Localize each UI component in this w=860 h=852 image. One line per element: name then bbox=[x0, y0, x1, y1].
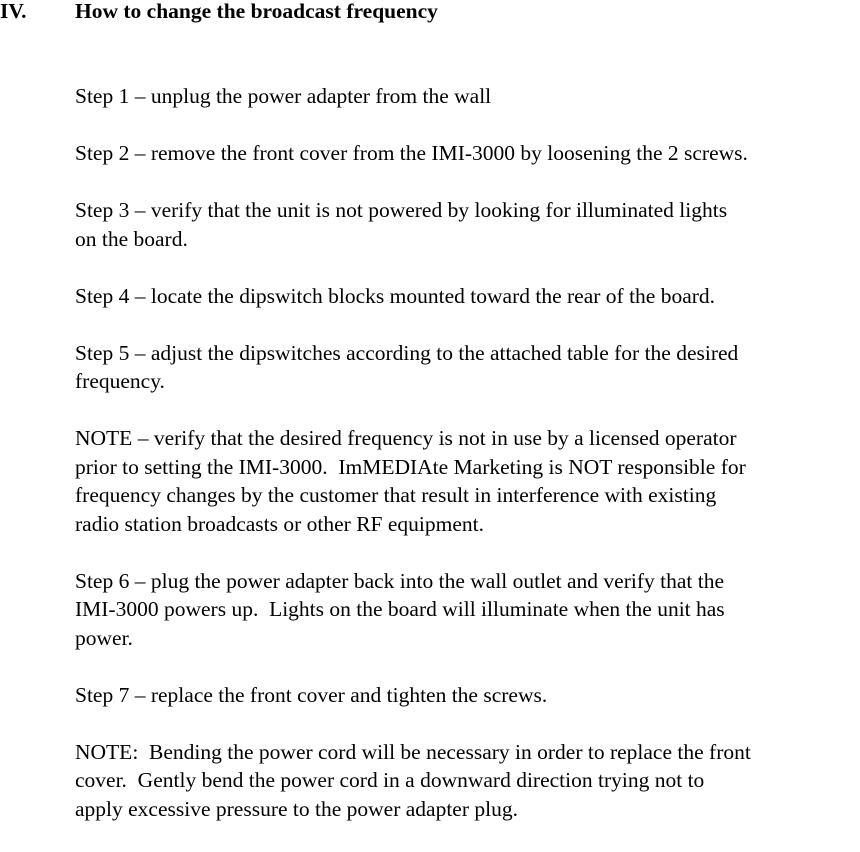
section-title: How to change the broadcast frequency bbox=[75, 0, 438, 23]
note-frequency-line-3: frequency changes by the customer that result in interference with existing bbox=[75, 483, 717, 507]
note-frequency-line-4: radio station broadcasts or other RF equipment. bbox=[75, 511, 485, 536]
note-frequency-paragraph bbox=[75, 424, 860, 538]
note-frequency-line-1: NOTE – verify that the desired frequency is not in use by a licensed operator bbox=[75, 426, 737, 450]
step-4-line-1: Step 4 – locate the dipswitch blocks mounted toward the rear of the board. bbox=[75, 283, 716, 308]
section-number: IV. bbox=[0, 0, 27, 23]
section-heading bbox=[0, 0, 438, 23]
step-5-paragraph bbox=[75, 339, 860, 396]
step-7-paragraph bbox=[75, 681, 860, 710]
step-3-paragraph bbox=[75, 196, 860, 253]
note-power-cord-line-1: NOTE: Bending the power cord will be necessary in order to replace the front bbox=[75, 739, 751, 764]
note-power-cord-paragraph bbox=[75, 738, 860, 824]
step-5-line-2: frequency. bbox=[75, 369, 165, 393]
step-3-line-1: Step 3 – verify that the unit is not powered by looking for illuminated lights bbox=[75, 198, 728, 222]
step-2-paragraph bbox=[75, 139, 860, 168]
step-6-line-3: power. bbox=[75, 625, 133, 650]
instructions-body bbox=[75, 82, 860, 852]
step-6-line-1: Step 6 – plug the power adapter back into the wall outlet and verify that the bbox=[75, 568, 724, 593]
step-2-line-1: Step 2 – remove the front cover from the IMI-3000 by loosening the 2 screws. bbox=[75, 141, 748, 165]
step-6-line-2: IMI-3000 powers up. Lights on the board will illuminate when the unit has bbox=[75, 597, 725, 621]
step-3-line-2: on the board. bbox=[75, 226, 188, 251]
step-4-paragraph bbox=[75, 282, 860, 311]
step-5-line-1: Step 5 – adjust the dipswitches according to the attached table for the desired bbox=[75, 340, 739, 365]
step-1-paragraph bbox=[75, 82, 860, 111]
step-1-line-1: Step 1 – unplug the power adapter from the wall bbox=[75, 84, 492, 108]
note-frequency-line-2: prior to setting the IMI-3000. ImMEDIAte Marketing is NOT responsible for bbox=[75, 454, 746, 479]
note-power-cord-line-2: cover. Gently bend the power cord in a downward direction trying not to bbox=[75, 768, 705, 792]
step-7-line-1: Step 7 – replace the front cover and tighten the screws. bbox=[75, 682, 548, 707]
note-power-cord-line-3: apply excessive pressure to the power adapter plug. bbox=[75, 796, 518, 821]
step-6-paragraph bbox=[75, 567, 860, 653]
